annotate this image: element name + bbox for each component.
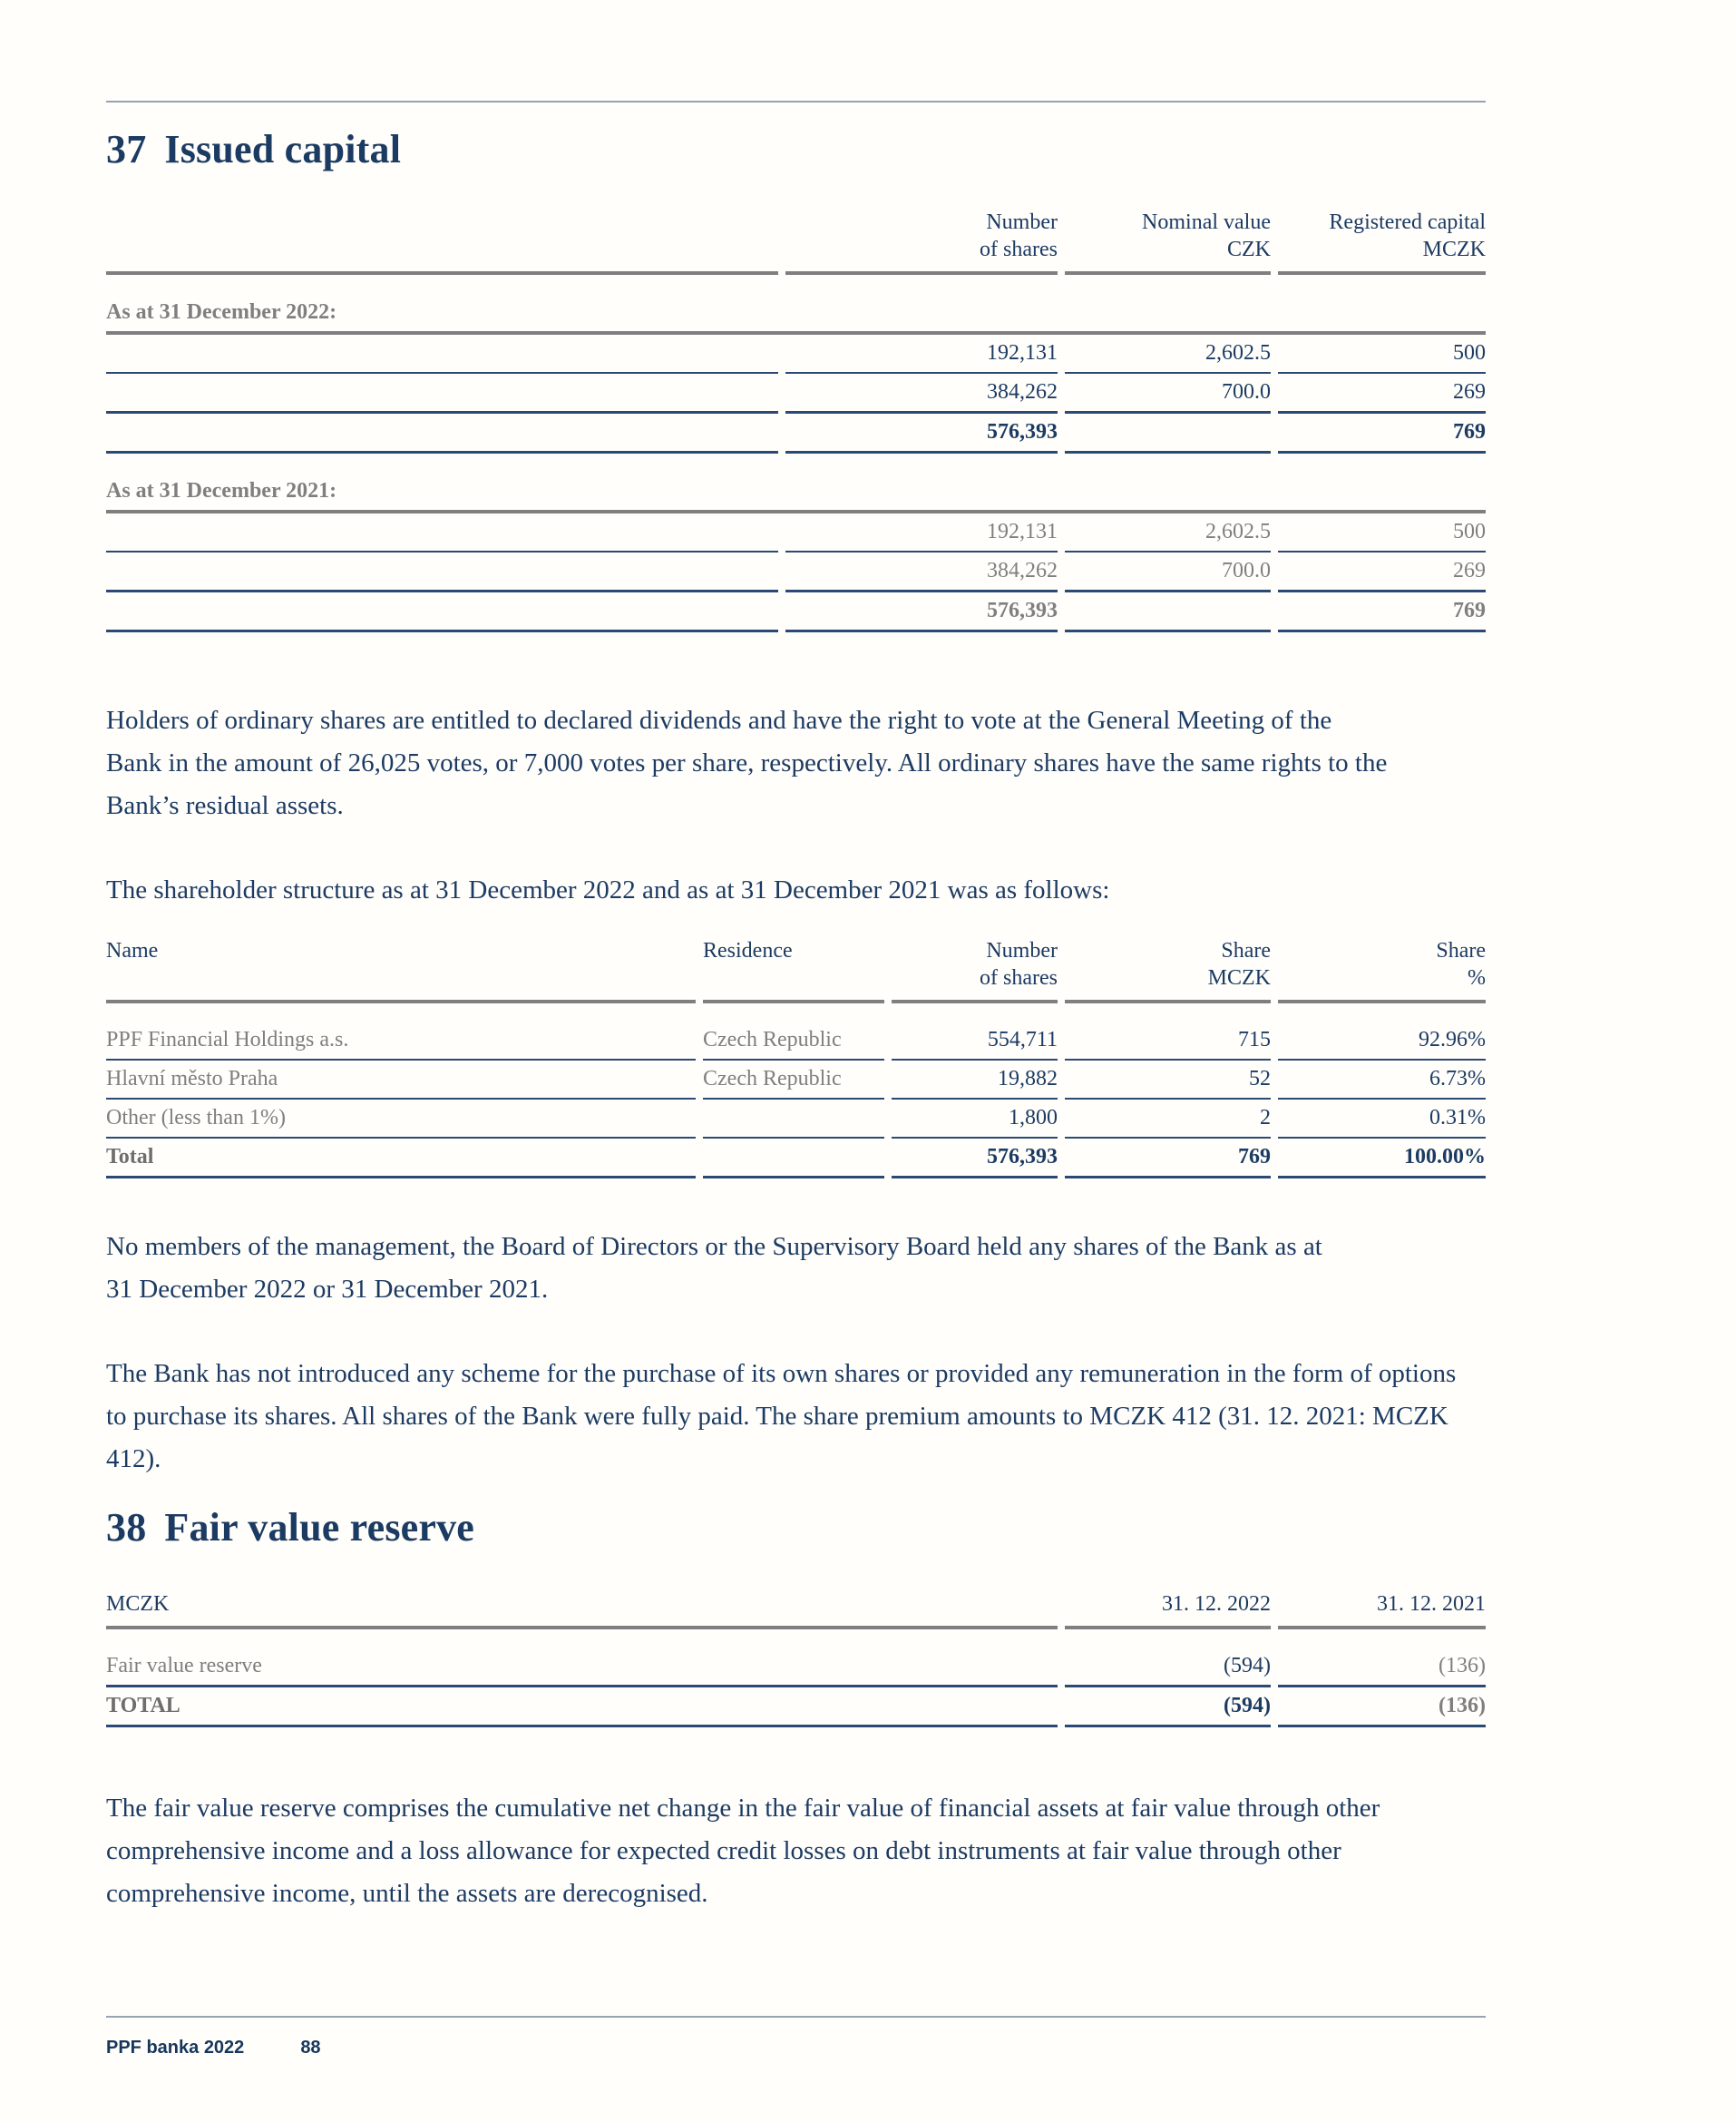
paragraph-line: No members of the management, the Board of Directors or the Supervisory Board held any shares of the Bank as at: [106, 1232, 1322, 1261]
row-registered: 269: [1278, 374, 1486, 414]
section-37-title: Issued capital: [164, 127, 402, 171]
row-shares: 192,131: [785, 513, 1058, 553]
fair-value-table-header: [106, 1585, 1486, 1629]
footer-brand: PPF banka 2022: [106, 2038, 245, 2058]
total-nominal: [1065, 592, 1271, 632]
paragraph-line: to purchase its shares. All shares of the Bank were fully paid. The share premium amounts to MCZK 412 (31. 12. 2021: MCZK 412).: [106, 1402, 1448, 1473]
paragraph-holders: [106, 699, 1486, 827]
header-unit: MCZK: [106, 1585, 1058, 1629]
total-mczk: 769: [1065, 1139, 1271, 1178]
shareholder-shares: 1,800: [892, 1100, 1058, 1139]
row-shares: 384,262: [785, 374, 1058, 414]
header-line: Registered capital: [1329, 210, 1486, 234]
fair-value-table: [106, 1585, 1486, 1727]
row-registered: 269: [1278, 553, 1486, 592]
header-line: MCZK: [1422, 238, 1486, 261]
issued-capital-table-header: [106, 203, 1486, 275]
table-total-row: [106, 592, 1486, 632]
row-nominal: 2,602.5: [1065, 513, 1271, 553]
table-row: [106, 335, 1486, 374]
header-line: of shares: [980, 238, 1058, 261]
total-nominal: [1065, 414, 1271, 454]
table-total-row: [106, 414, 1486, 454]
table-row: [106, 513, 1486, 553]
shareholder-shares: 554,711: [892, 1003, 1058, 1061]
total-label: Total: [106, 1139, 696, 1178]
shareholder-pct: 0.31%: [1278, 1100, 1486, 1139]
header-registered-capital: [1278, 203, 1486, 275]
paragraph-fair-value: [106, 1787, 1486, 1915]
shareholder-name: Other (less than 1%): [106, 1100, 696, 1139]
shareholder-table: [106, 932, 1486, 1178]
header-31-12-2021: 31. 12. 2021: [1278, 1585, 1486, 1629]
shareholder-pct: 6.73%: [1278, 1061, 1486, 1100]
header-line: MCZK: [1207, 966, 1271, 990]
total-shares: 576,393: [785, 592, 1058, 632]
header-number-of-shares: [785, 203, 1058, 275]
shareholder-pct: 92.96%: [1278, 1003, 1486, 1061]
total-value-2021: (136): [1278, 1687, 1486, 1727]
total-shares: 576,393: [892, 1139, 1058, 1178]
section-38-heading: [106, 1504, 1486, 1550]
header-line: Residence: [703, 939, 793, 963]
header-line: %: [1468, 966, 1486, 990]
section-37-number: 37: [106, 127, 147, 171]
row-label: [106, 513, 778, 553]
table-row: [106, 1629, 1486, 1687]
header-line: of shares: [980, 966, 1058, 990]
table-total-row: [106, 1139, 1486, 1178]
page-footer: [106, 2016, 1486, 2058]
section-37-heading: [106, 126, 1486, 172]
shareholder-shares: 19,882: [892, 1061, 1058, 1100]
row-label: Fair value reserve: [106, 1629, 1058, 1687]
row-nominal: 700.0: [1065, 553, 1271, 592]
shareholder-mczk: 715: [1065, 1003, 1271, 1061]
row-label: [106, 374, 778, 414]
header-share-pct: [1278, 932, 1486, 1003]
group-label-2021: As at 31 December 2021:: [106, 454, 1486, 513]
row-label: [106, 335, 778, 374]
page-content: [106, 101, 1486, 1915]
shareholder-mczk: 2: [1065, 1100, 1271, 1139]
table-total-row: [106, 1687, 1486, 1727]
paragraph-line: comprehensive income, until the assets are derecognised.: [106, 1879, 708, 1908]
table-row: [106, 1100, 1486, 1139]
paragraph-line: Bank in the amount of 26,025 votes, or 7,000 votes per share, respectively. All ordinary shares have the same rights to the: [106, 748, 1388, 777]
header-line: Name: [106, 939, 159, 963]
footer-page-number: 88: [300, 2038, 321, 2058]
header-line: Nominal value: [1142, 210, 1271, 234]
group-label-2022: As at 31 December 2022:: [106, 275, 1486, 335]
shareholder-residence: Czech Republic: [703, 1061, 884, 1100]
section-38-number: 38: [106, 1505, 147, 1550]
paragraph-line: Holders of ordinary shares are entitled to declared dividends and have the right to vote at the General Meeting of the: [106, 706, 1332, 735]
header-number-of-shares: [892, 932, 1058, 1003]
total-value-2022: (594): [1065, 1687, 1271, 1727]
footer-text: [106, 2038, 1486, 2058]
row-nominal: 700.0: [1065, 374, 1271, 414]
total-shares: 576,393: [785, 414, 1058, 454]
header-name: [106, 932, 696, 1003]
header-line: Share: [1221, 939, 1271, 963]
row-label: [106, 553, 778, 592]
table-row: [106, 1003, 1486, 1061]
shareholder-name: Hlavní město Praha: [106, 1061, 696, 1100]
paragraph-line: The Bank has not introduced any scheme for the purchase of its own shares or provided any remuneration in the form of options: [106, 1359, 1457, 1388]
table-row: [106, 1061, 1486, 1100]
total-registered: 769: [1278, 592, 1486, 632]
paragraph-line: The fair value reserve comprises the cumulative net change in the fair value of financial assets at fair value through other: [106, 1794, 1380, 1823]
paragraph-line: Bank’s residual assets.: [106, 791, 344, 820]
header-line: [703, 964, 884, 992]
shareholder-mczk: 52: [1065, 1061, 1271, 1100]
row-registered: 500: [1278, 513, 1486, 553]
header-31-12-2022: 31. 12. 2022: [1065, 1585, 1271, 1629]
row-label: [106, 414, 778, 454]
total-registered: 769: [1278, 414, 1486, 454]
header-line: Number: [986, 210, 1058, 234]
header-nominal-value: [1065, 203, 1271, 275]
total-residence: [703, 1139, 884, 1178]
paragraph-no-members: [106, 1226, 1486, 1311]
row-shares: 384,262: [785, 553, 1058, 592]
row-nominal: 2,602.5: [1065, 335, 1271, 374]
header-line: Share: [1436, 939, 1486, 963]
row-shares: 192,131: [785, 335, 1058, 374]
header-spacer: [106, 203, 778, 275]
issued-capital-table: [106, 203, 1486, 632]
row-registered: 500: [1278, 335, 1486, 374]
row-label: [106, 592, 778, 632]
table-row: [106, 553, 1486, 592]
shareholder-name: PPF Financial Holdings a.s.: [106, 1003, 696, 1061]
total-pct: 100.00%: [1278, 1139, 1486, 1178]
paragraph-line: 31 December 2022 or 31 December 2021.: [106, 1275, 549, 1304]
row-value-2022: (594): [1065, 1629, 1271, 1687]
shareholder-table-header: [106, 932, 1486, 1003]
total-label: TOTAL: [106, 1687, 1058, 1727]
header-residence: [703, 932, 884, 1003]
section-38-title: Fair value reserve: [164, 1505, 475, 1550]
shareholder-residence: Czech Republic: [703, 1003, 884, 1061]
top-divider: [106, 101, 1486, 103]
table-row: [106, 374, 1486, 414]
paragraph-shareholder-intro: The shareholder structure as at 31 December 2022 and as at 31 December 2021 was as follows:: [106, 875, 1110, 905]
paragraph-no-scheme: [106, 1353, 1486, 1481]
footer-divider: [106, 2016, 1486, 2018]
header-line: [106, 964, 696, 992]
row-value-2021: (136): [1278, 1629, 1486, 1687]
header-line: Number: [986, 939, 1058, 963]
shareholder-residence: [703, 1100, 884, 1139]
header-line: CZK: [1227, 238, 1271, 261]
paragraph-line: comprehensive income and a loss allowance for expected credit losses on debt instruments at fair value through other: [106, 1836, 1341, 1865]
header-share-mczk: [1065, 932, 1271, 1003]
